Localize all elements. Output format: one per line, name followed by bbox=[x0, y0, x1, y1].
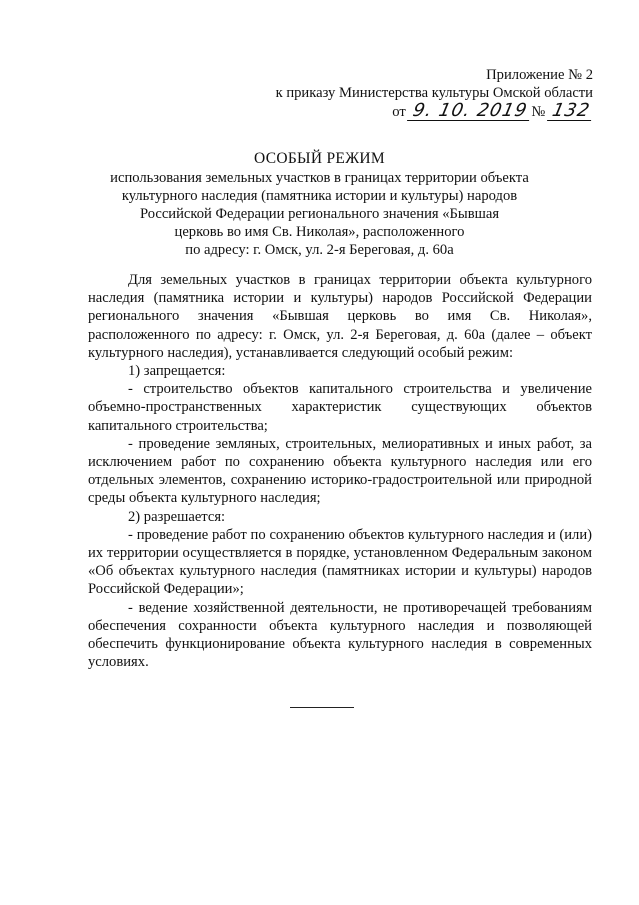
title-line: культурного наследия (памятника истории и культуры) народов bbox=[121, 188, 518, 204]
handwritten-date: 9. 10. 2019 bbox=[407, 102, 533, 121]
title-line: церковь во имя Св. Николая», расположенного bbox=[174, 224, 465, 240]
document-body bbox=[88, 271, 592, 671]
title-main: ОСОБЫЙ РЕЖИМ bbox=[254, 150, 385, 167]
document-title bbox=[0, 150, 639, 259]
permitted-item: - ведение хозяйственной деятельности, не противоречащей требованиям обеспечения сохранности объекта культурного наследия и позволяющей обеспечить функционирование объекта культурного наследия в современных условиях. bbox=[88, 599, 592, 671]
intro-paragraph: Для земельных участков в границах территории объекта культурного наследия (памятника истории и культуры) народов Российской Федерации регионального значения «Бывшая церковь во имя Св. Николая», расположенного по адресу: г. Омск, ул. 2-я Береговая, д. 60а (далее – объект культурного наследия), устанавливается следующий особый режим: bbox=[88, 272, 592, 361]
number-label: № bbox=[531, 104, 546, 120]
section-permitted-heading: 2) разрешается: bbox=[128, 508, 226, 525]
title-line: Российской Федерации регионального значения «Бывшая bbox=[139, 206, 500, 222]
order-reference: к приказу Министерства культуры Омской области bbox=[275, 85, 593, 101]
title-line: по адресу: г. Омск, ул. 2-я Береговая, д. 60а bbox=[185, 242, 454, 258]
prohibited-item: - строительство объектов капитального строительства и увеличение объемно-пространственных характеристик существующих объектов капитального строительства; bbox=[88, 381, 592, 434]
section-prohibited-heading: 1) запрещается: bbox=[128, 363, 226, 380]
appendix-number: Приложение № 2 bbox=[486, 67, 593, 83]
appendix-header bbox=[276, 66, 593, 121]
title-line: использования земельных участков в границах территории объекта bbox=[110, 170, 529, 186]
closing-divider bbox=[290, 707, 354, 708]
order-date-number-line bbox=[276, 102, 593, 121]
from-label: от bbox=[392, 104, 406, 120]
handwritten-order-number: 132 bbox=[547, 102, 595, 121]
permitted-item: - проведение работ по сохранению объектов культурного наследия и (или) их территории осуществляется в порядке, установленном Федеральным законом «Об объектах культурного наследия (памятниках истории и культуры) народов Российской Федерации»; bbox=[88, 526, 592, 598]
prohibited-item: - проведение земляных, строительных, мелиоративных и иных работ, за исключением работ по сохранению объекта культурного наследия или его отдельных элементов, сохранению историко-градостроительной или природной среды объекта культурного наследия; bbox=[88, 435, 592, 507]
